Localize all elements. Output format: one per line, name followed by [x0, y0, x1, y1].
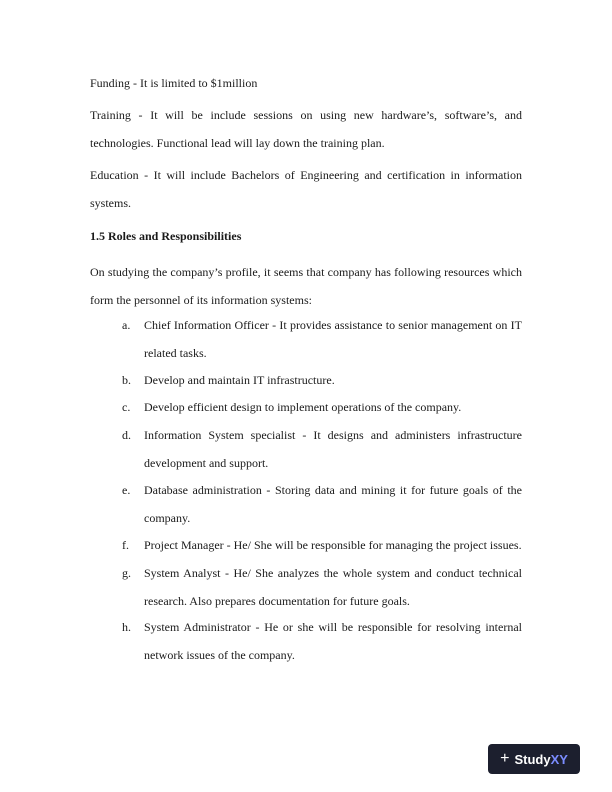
logo-text-main: Study	[514, 751, 551, 767]
list-item-text: System Analyst - He/ She analyzes the whole system and conduct technical research. Also prepares documentation for future goals.	[144, 566, 522, 608]
list-item-text: Develop and maintain IT infrastructure.	[144, 373, 335, 387]
list-item-text: Chief Information Officer - It provides assistance to senior management on IT related tasks.	[144, 318, 522, 360]
list-item	[122, 532, 522, 560]
list-item	[122, 560, 522, 615]
list-marker: d.	[122, 428, 131, 442]
list-item	[122, 422, 522, 477]
list-item	[122, 614, 522, 669]
list-marker: f.	[122, 538, 129, 552]
education-paragraph: Education - It will include Bachelors of Engineering and certification in information systems.	[90, 168, 522, 210]
list-item-text: Database administration - Storing data and mining it for future goals of the company.	[144, 483, 522, 525]
studyxy-logo	[488, 744, 580, 774]
section-heading: 1.5 Roles and Responsibilities	[90, 229, 242, 243]
list-marker: g.	[122, 566, 131, 580]
list-marker: e.	[122, 483, 131, 497]
list-item-text: System Administrator - He or she will be responsible for resolving internal network issues of the company.	[144, 620, 522, 662]
list-item	[122, 477, 522, 532]
training-paragraph: Training - It will be include sessions on using new hardware’s, software’s, and technologies. Functional lead will lay down the training plan.	[90, 108, 522, 150]
list-item-text: Develop efficient design to implement operations of the company.	[144, 400, 462, 414]
list-marker: b.	[122, 373, 131, 387]
funding-paragraph: Funding - It is limited to $1million	[90, 76, 258, 90]
list-item	[122, 312, 522, 367]
logo-text-accent: XY	[550, 751, 568, 767]
plus-icon: +	[500, 750, 510, 767]
list-marker: c.	[122, 400, 131, 414]
list-item-text: Project Manager - He/ She will be responsible for managing the project issues.	[144, 538, 522, 552]
list-marker: h.	[122, 620, 131, 634]
list-marker: a.	[122, 318, 131, 332]
intro-paragraph: On studying the company’s profile, it seems that company has following resources which form the personnel of its information systems:	[90, 265, 522, 307]
list-item-text: Information System specialist - It designs and administers infrastructure development and support.	[144, 428, 522, 470]
list-item	[122, 394, 522, 422]
list-item	[122, 367, 522, 395]
